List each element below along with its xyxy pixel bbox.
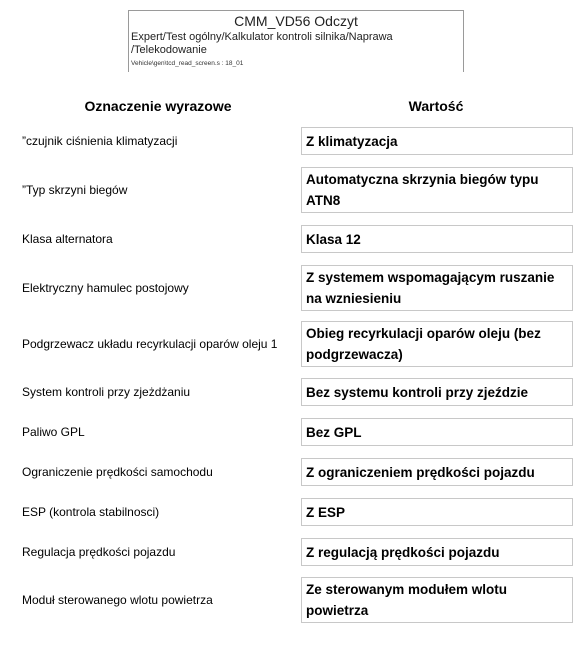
table-header <box>18 92 576 120</box>
row-value: Automatyczna skrzynia biegów typu ATN8 <box>301 167 573 213</box>
table-row <box>18 263 576 313</box>
row-value: Bez systemu kontroli przy zjeździe <box>301 378 573 406</box>
row-label: Podgrzewacz układu recyrkulacji oparów oleju 1 <box>22 337 278 351</box>
table-row <box>18 455 576 489</box>
table-row <box>18 124 576 158</box>
table-row <box>18 575 576 625</box>
table-row <box>18 222 576 256</box>
row-value: Obieg recyrkulacji oparów oleju (bez podgrzewacza) <box>301 321 573 367</box>
row-label: ”Typ skrzyni biegów <box>22 183 128 197</box>
row-value: Z ograniczeniem prędkości pojazdu <box>301 458 573 486</box>
row-label: Klasa alternatora <box>22 232 113 246</box>
table-row <box>18 319 576 369</box>
table-row <box>18 535 576 569</box>
row-label: Ograniczenie prędkości samochodu <box>22 465 213 479</box>
column-header-value: Wartość <box>408 98 464 114</box>
row-label: Moduł sterowanego wlotu powietrza <box>22 593 213 607</box>
table-row <box>18 375 576 409</box>
table-row <box>18 165 576 215</box>
report-header <box>128 10 464 72</box>
row-value: Bez GPL <box>301 418 573 446</box>
breadcrumb-path: Expert/Test ogólny/Kalkulator kontroli silnika/Naprawa /Telekodowanie <box>131 31 393 56</box>
row-label: ESP (kontrola stabilnosci) <box>22 505 160 519</box>
row-value: Z regulacją prędkości pojazdu <box>301 538 573 566</box>
table-row <box>18 415 576 449</box>
row-value: Klasa 12 <box>301 225 573 253</box>
row-label: ”czujnik ciśnienia klimatyzacji <box>22 134 178 148</box>
table-row <box>18 495 576 529</box>
row-value: Z ESP <box>301 498 573 526</box>
row-label: Paliwo GPL <box>22 425 85 439</box>
row-label: Regulacja prędkości pojazdu <box>22 545 176 559</box>
row-label: Elektryczny hamulec postojowy <box>22 281 189 295</box>
row-label: System kontroli przy zjeżdżaniu <box>22 385 191 399</box>
parameters-table <box>18 92 576 625</box>
column-header-label: Oznaczenie wyrazowe <box>84 98 232 114</box>
row-value: Z systemem wspomagającym ruszanie na wzniesieniu <box>301 265 573 311</box>
screen-id: Vehicle\gen\tcd_read_screen.s : 18_01 <box>131 60 244 67</box>
report-title: CMM_VD56 Odczyt <box>234 13 358 29</box>
row-value: Ze sterowanym modułem wlotu powietrza <box>301 577 573 623</box>
row-value: Z klimatyzacja <box>301 127 573 155</box>
